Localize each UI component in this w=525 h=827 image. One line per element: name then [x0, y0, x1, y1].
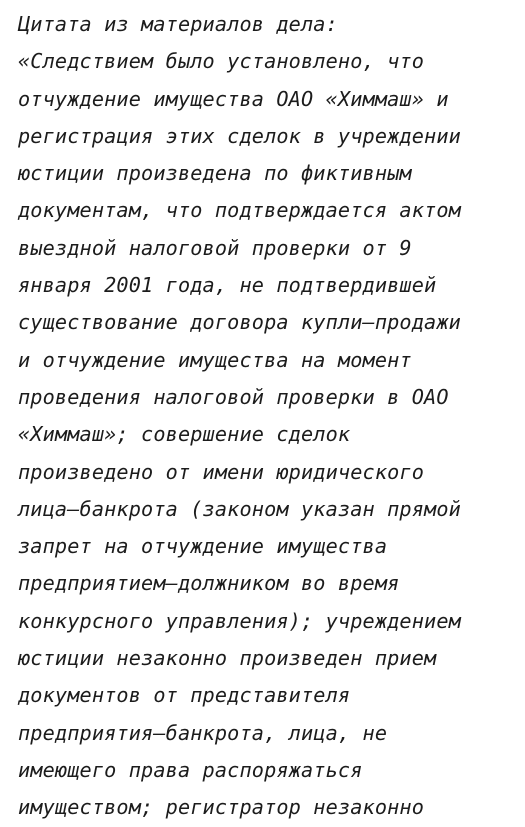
text-line: существование договора купли–продажи	[18, 310, 461, 335]
text-line: документов от представителя	[18, 683, 351, 708]
text-line: лица–банкрота (законом указан прямой	[18, 496, 461, 521]
text-line: предприятия–банкрота, лица, не	[18, 720, 388, 745]
text-line: отчуждение имущества ОАО «Химмаш» и	[18, 86, 449, 111]
text-line: запрет на отчуждение имущества	[18, 534, 388, 559]
text-line: «Химмаш»; совершение сделок	[18, 422, 351, 447]
text-line: и отчуждение имущества на момент	[18, 347, 412, 372]
text-line: проведения налоговой проверки в ОАО	[18, 384, 449, 409]
text-line: юстиции незаконно произведен прием	[18, 646, 437, 671]
quote-text-block	[18, 6, 518, 827]
text-line: конкурсного управления); учреждением	[18, 608, 461, 633]
text-line: произведено от имени юридического	[18, 459, 425, 484]
text-line: документам, что подтверждается актом	[18, 198, 461, 223]
quote-heading-line: Цитата из материалов дела:	[18, 12, 338, 36]
text-line: января 2001 года, не подтвердившей	[18, 273, 437, 298]
text-line: имуществом; регистратор незаконно	[18, 795, 425, 820]
text-line: имеющего права распоряжаться	[18, 757, 363, 782]
text-line: регистрация этих сделок в учреждении	[18, 123, 461, 148]
text-line: «Следствием было установлено, что	[18, 49, 425, 74]
text-line: предприятием–должником во время	[18, 571, 400, 596]
text-line: выездной налоговой проверки от 9	[18, 235, 412, 260]
text-line: юстиции произведена по фиктивным	[18, 161, 412, 186]
